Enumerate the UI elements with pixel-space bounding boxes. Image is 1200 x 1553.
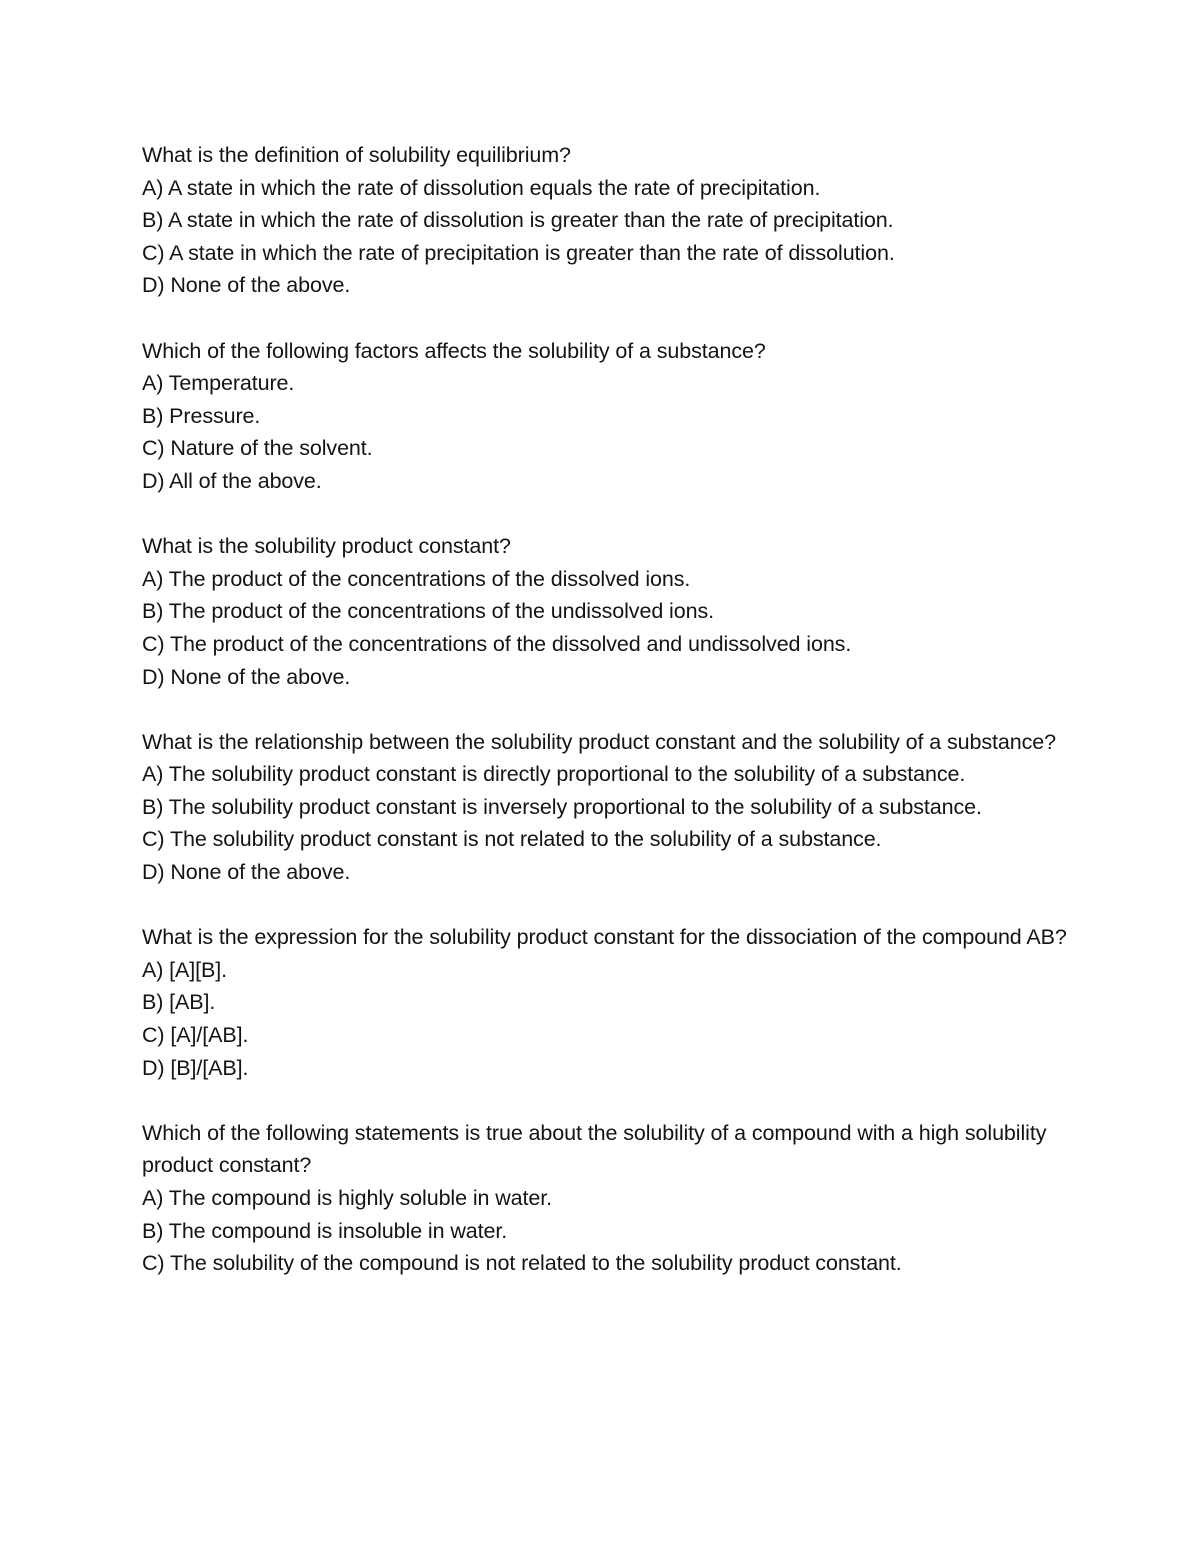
answer-option: B) The compound is insoluble in water.	[142, 1218, 508, 1243]
document-page	[142, 139, 1072, 1312]
answer-option: A) Temperature.	[142, 371, 295, 396]
answer-option: C) Nature of the solvent.	[142, 436, 373, 461]
answer-option: C) The solubility of the compound is not related to the solubility product constant.	[142, 1251, 902, 1276]
answer-option: B) [AB].	[142, 990, 216, 1015]
answer-option: D) [B]/[AB].	[142, 1055, 249, 1080]
answer-option: D) None of the above.	[142, 664, 351, 689]
answer-option: C) The solubility product constant is not related to the solubility of a substance.	[142, 827, 882, 852]
question-text: What is the definition of solubility equilibrium?	[142, 143, 571, 167]
question-block-3	[142, 530, 1072, 693]
question-block-4	[142, 726, 1072, 889]
question-text: What is the expression for the solubility product constant for the dissociation of the compound AB?	[142, 925, 1067, 950]
answer-option: A) The solubility product constant is directly proportional to the solubility of a substance.	[142, 762, 966, 787]
answer-option: A) [A][B].	[142, 957, 228, 982]
answer-option: D) None of the above.	[142, 860, 351, 885]
question-block-1	[142, 139, 1072, 302]
question-text: What is the solubility product constant?	[142, 534, 511, 559]
answer-option: B) Pressure.	[142, 403, 261, 428]
answer-option: B) The product of the concentrations of the undissolved ions.	[142, 599, 714, 624]
question-text: Which of the following statements is true about the solubility of a compound with a high solubility product constant?	[142, 1120, 1047, 1178]
question-block-5	[142, 921, 1072, 1084]
answer-option: D) All of the above.	[142, 468, 322, 493]
answer-option: B) A state in which the rate of dissolution is greater than the rate of precipitation.	[142, 208, 894, 233]
question-block-6	[142, 1117, 1072, 1280]
question-block-2	[142, 335, 1072, 498]
answer-option: A) The compound is highly soluble in water.	[142, 1186, 553, 1210]
answer-option: C) A state in which the rate of precipitation is greater than the rate of dissolution.	[142, 240, 895, 265]
answer-option: D) None of the above.	[142, 273, 351, 298]
answer-option: C) [A]/[AB].	[142, 1023, 249, 1048]
answer-option: B) The solubility product constant is inversely proportional to the solubility of a substance.	[142, 794, 982, 819]
question-text: What is the relationship between the solubility product constant and the solubility of a substance?	[142, 729, 1056, 754]
answer-option: A) A state in which the rate of dissolution equals the rate of precipitation.	[142, 175, 821, 200]
question-text: Which of the following factors affects the solubility of a substance?	[142, 338, 766, 363]
answer-option: A) The product of the concentrations of the dissolved ions.	[142, 566, 691, 591]
answer-option: C) The product of the concentrations of the dissolved and undissolved ions.	[142, 631, 852, 656]
